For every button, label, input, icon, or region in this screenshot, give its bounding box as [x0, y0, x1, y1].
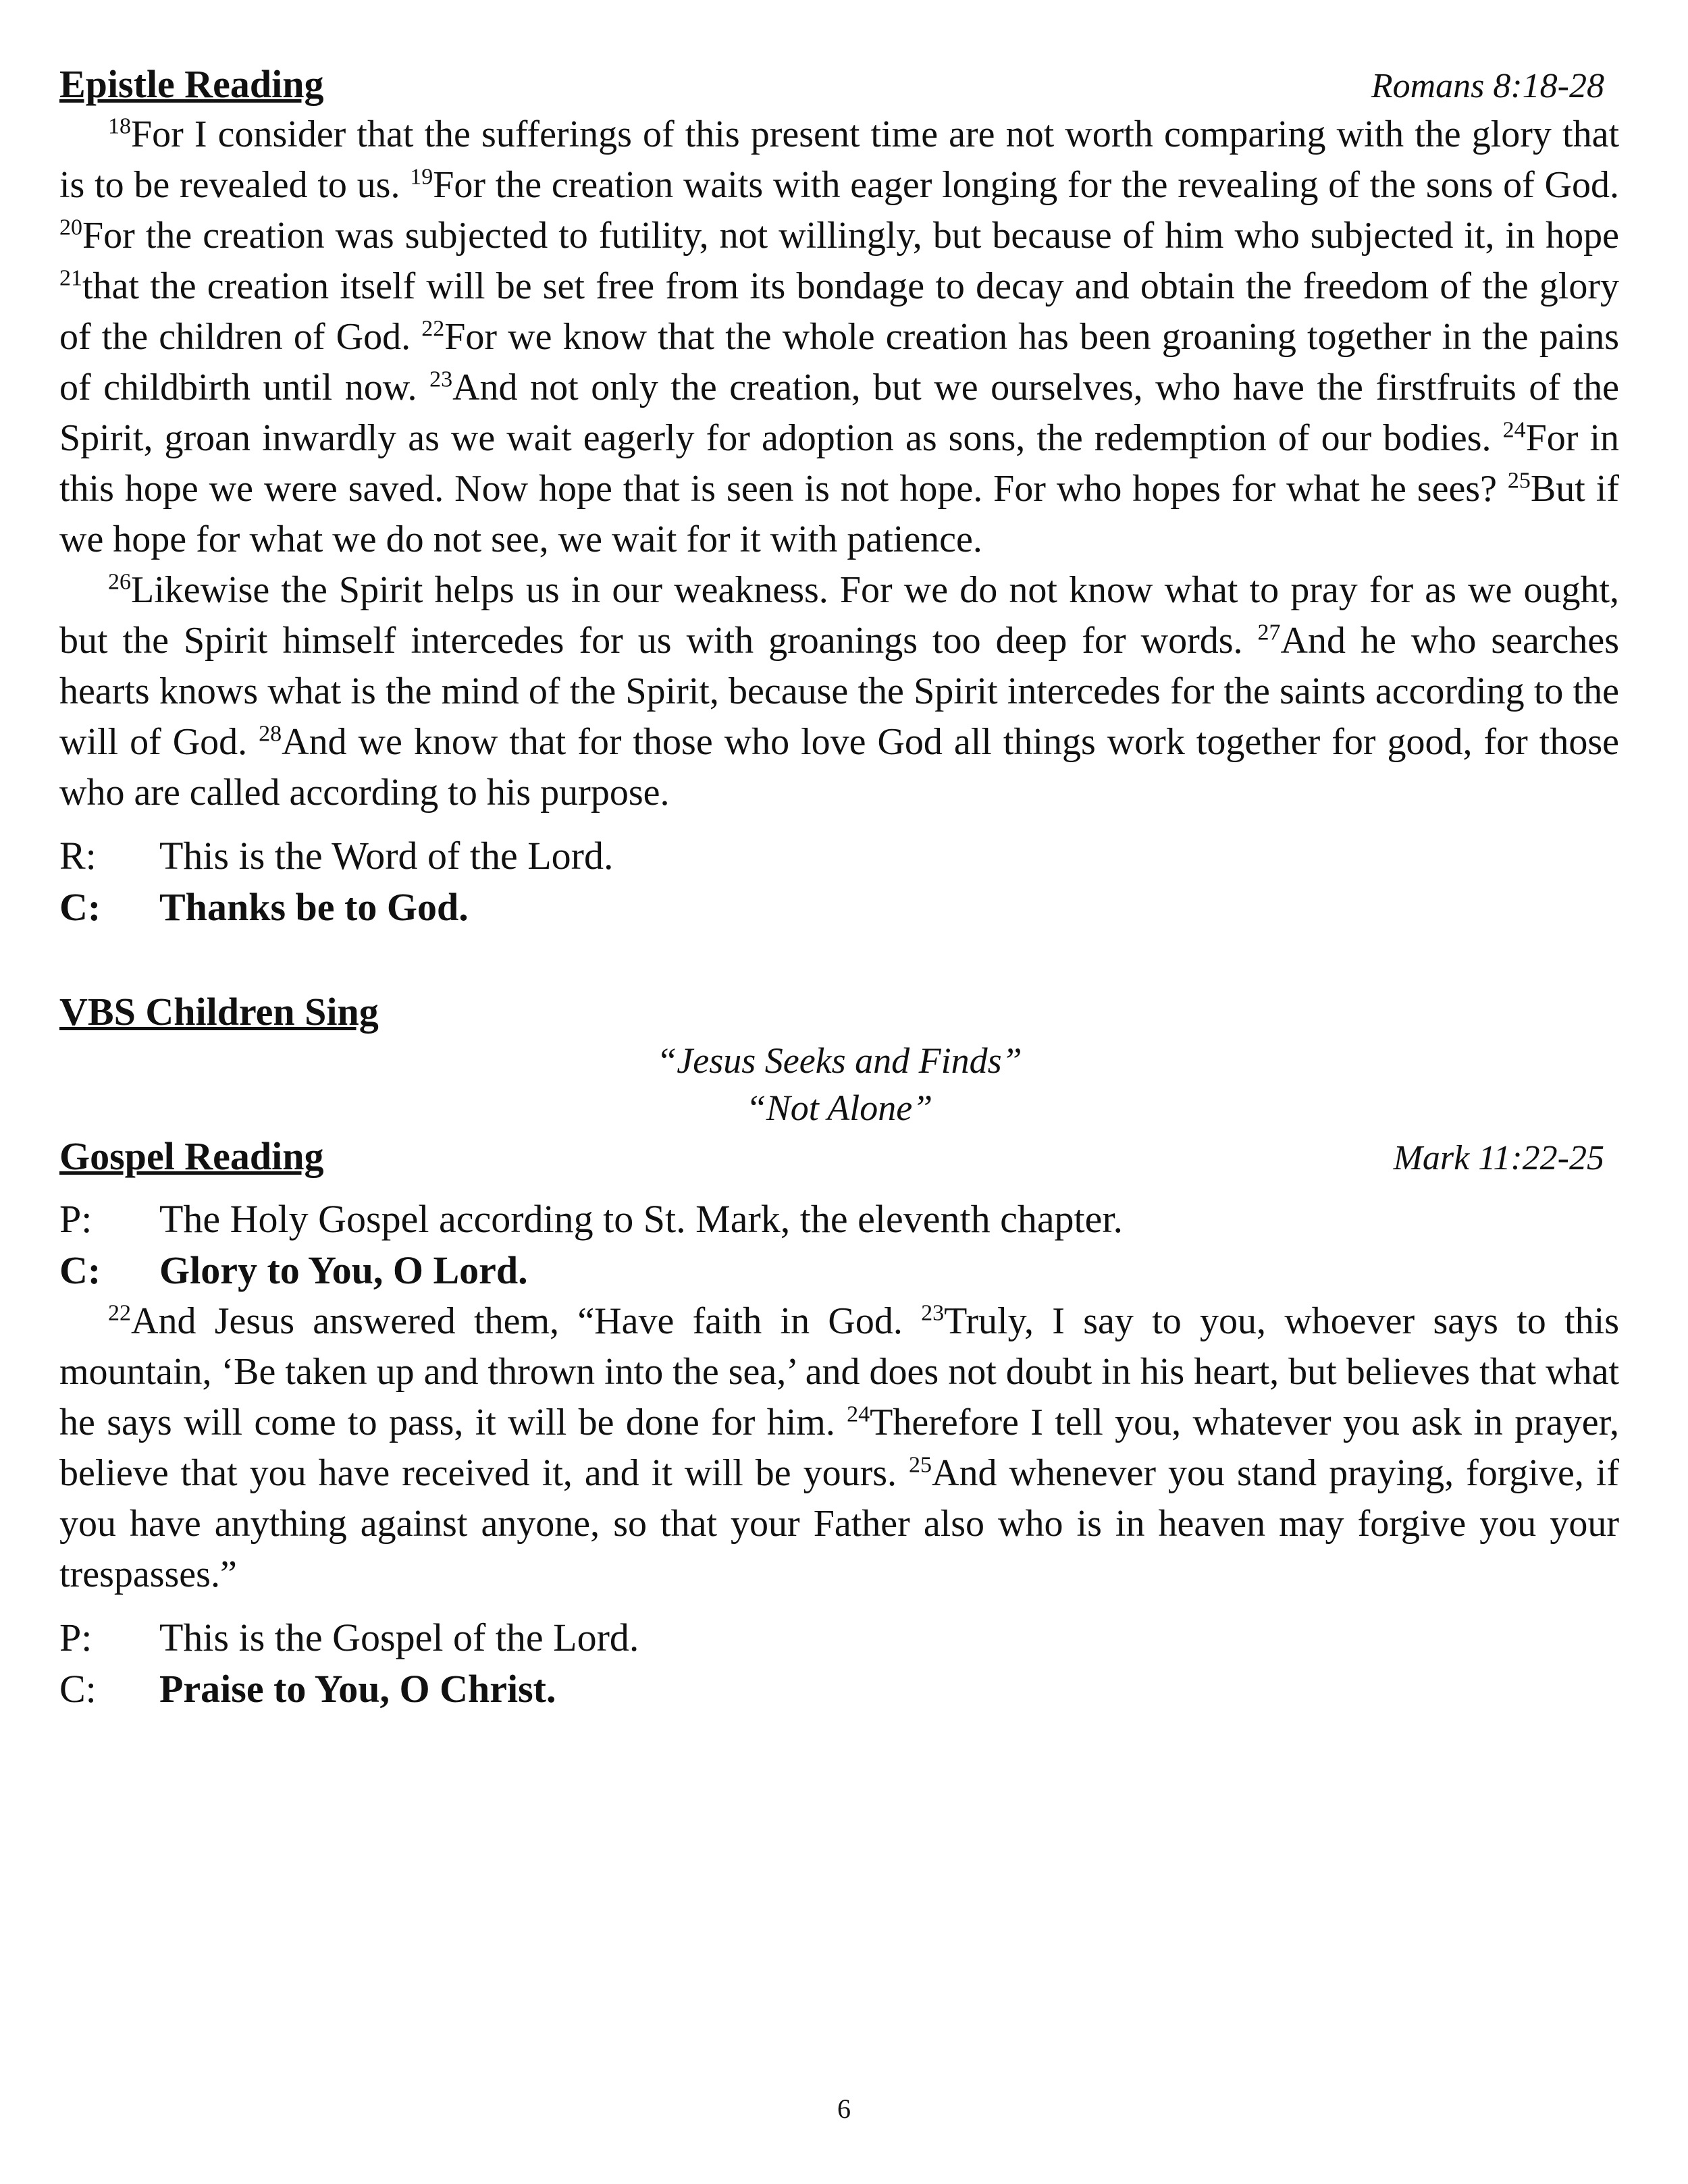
response-text: Thanks be to God. — [159, 885, 469, 929]
page-number: 6 — [837, 2094, 851, 2124]
epistle-header — [59, 59, 1619, 109]
verse-number: 26 — [108, 569, 131, 595]
speaker-label: R: — [59, 834, 97, 878]
verse-text: And he who searches hearts knows what is the mind of the Spirit, because the Spirit intercedes for the saints according to the will of God. — [59, 620, 1619, 763]
verse-number: 25 — [1507, 468, 1531, 494]
response-text: Praise to You, O Christ. — [159, 1667, 556, 1711]
gospel-announcement — [59, 1194, 1619, 1245]
gospel-response-leader — [59, 1612, 1619, 1663]
vbs-song-2: “Not Alone” — [745, 1088, 933, 1128]
verse-text: Truly, I say to you, whoever says to this mountain, ‘Be taken up and thrown into the sea,’ and does not doubt in his heart, but believes that what he says will come to pass, it will be done for him. — [59, 1300, 1619, 1443]
verse-text: And we know that for those who love God all things work together for good, for those who are called according to his purpose. — [59, 721, 1619, 814]
speaker-label: P: — [59, 1616, 93, 1659]
verse-text: Therefore I tell you, whatever you ask in prayer, believe that you have received it, and it will be yours. — [59, 1402, 1620, 1494]
epistle-paragraph-2 — [59, 565, 1619, 818]
gospel-heading: Gospel Reading — [59, 1134, 324, 1178]
epistle-response-congregation — [59, 882, 1619, 933]
verse-text: And whenever you stand praying, forgive, if you have anything against anyone, so that your Father also who is in heaven may forgive you your trespasses.” — [59, 1452, 1619, 1595]
verse-number: 22 — [108, 1300, 131, 1326]
verse-text: Likewise the Spirit helps us in our weakness. For we do not know what to pray for as we ought, but the Spirit himself intercedes for us with groanings too deep for words. — [59, 569, 1619, 662]
verse-number: 23 — [429, 367, 453, 392]
speaker-label: C: — [59, 1248, 101, 1292]
verse-number: 19 — [410, 164, 433, 190]
vbs-song-1: “Jesus Seeks and Finds” — [656, 1040, 1022, 1081]
response-text: Glory to You, O Lord. — [159, 1248, 528, 1292]
epistle-heading: Epistle Reading — [59, 62, 324, 106]
gospel-reference: Mark 11:22-25 — [1393, 1139, 1604, 1177]
verse-number: 27 — [1257, 620, 1281, 645]
speaker-label: C: — [59, 1667, 97, 1711]
verse-text: For in this hope we were saved. Now hope that is seen is not hope. For who hopes for what he sees? — [59, 417, 1620, 510]
verse-number: 25 — [909, 1452, 932, 1478]
epistle-response-leader — [59, 830, 1619, 882]
response-text: This is the Gospel of the Lord. — [159, 1616, 639, 1659]
verse-number: 22 — [421, 316, 445, 342]
verse-text: For we know that the whole creation has been groaning together in the pains of childbirth until now. — [59, 316, 1619, 408]
verse-text: For the creation was subjected to futility, not willingly, but because of him who subjected it, in hope — [82, 215, 1619, 257]
verse-number: 18 — [108, 113, 131, 139]
verse-text: For I consider that the sufferings of this present time are not worth comparing with the glory that is to be revealed to us. — [59, 113, 1619, 206]
response-text: The Holy Gospel according to St. Mark, the eleventh chapter. — [159, 1197, 1124, 1241]
verse-number: 24 — [1502, 417, 1526, 443]
gospel-response-congregation — [59, 1663, 1619, 1715]
verse-number: 24 — [847, 1402, 870, 1427]
verse-number: 20 — [59, 215, 82, 240]
verse-number: 28 — [259, 721, 282, 747]
gospel-header — [59, 1131, 1619, 1181]
verse-number: 23 — [921, 1300, 945, 1326]
verse-text: And Jesus answered them, “Have faith in God. — [131, 1300, 922, 1342]
verse-text: For the creation waits with eager longing for the revealing of the sons of God. — [433, 164, 1620, 206]
gospel-paragraph — [59, 1296, 1619, 1600]
response-text: This is the Word of the Lord. — [159, 834, 614, 878]
verse-text: that the creation itself will be set free from its bondage to decay and obtain the freedom of the glory of the children of God. — [59, 265, 1619, 358]
speaker-label: P: — [59, 1197, 93, 1241]
epistle-reference: Romans 8:18-28 — [1371, 67, 1604, 105]
epistle-paragraph-1 — [59, 109, 1619, 565]
verse-text: And not only the creation, but we ourselves, who have the firstfruits of the Spirit, groan inwardly as we wait eagerly for adoption as sons, the redemption of our bodies. — [59, 367, 1619, 459]
gospel-acclamation — [59, 1245, 1619, 1296]
verse-number: 21 — [59, 265, 82, 291]
vbs-header — [59, 987, 1619, 1037]
speaker-label: C: — [59, 885, 101, 929]
bulletin-page — [59, 59, 1619, 1715]
verse-text: But if we hope for what we do not see, we wait for it with patience. — [59, 468, 1619, 560]
vbs-heading: VBS Children Sing — [59, 990, 379, 1034]
